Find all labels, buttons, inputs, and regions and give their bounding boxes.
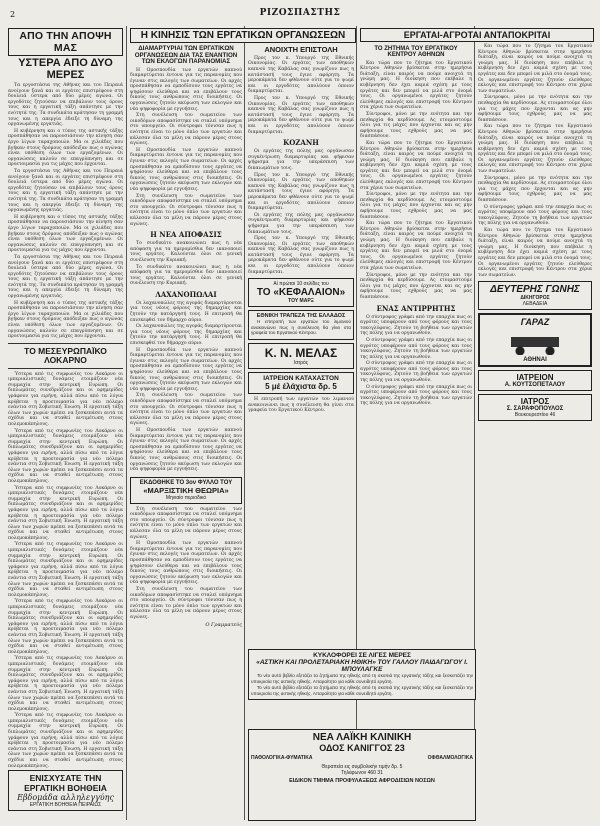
subhead: ΤΟ ΖΗΤΗΜΑ ΤΟΥ ΕΡΓΑΤΙΚΟΥ ΚΕΝΤΡΟΥ ΑΘΗΝΩΝ [374,46,458,59]
section-title: ΤΟ ΜΕΣΕΥΡΩΠΑΪΚΟ ΛΟΚΑΡΝΟ [24,345,107,365]
ad-box [130,477,242,504]
column-rule [474,26,475,820]
ad-title: ΓΑΡΑΖ [520,317,550,328]
article-text [478,44,592,278]
paragraph: Ύστερα από τις συμφωνίες του Λοκάρνο οι ιμπεριαλιστικές δυνάμεις ετοιμάζουν νέα συμμαχία στην κεντρική Ευρώπη. Οι διπλωμάτες συνεδριάζουν και οι εφημερίδες γράφουν για ειρήνη, αλλά πίσω από τα λόγια κρύβεται η προετοιμασία για νέο πόλεμο ενάντια στη Σοβιετική Ένωση. Η εργατική τάξη όλων των χωρών πρέπει να ξεσκεπάσει αυτά τα σχέδια και να σταθεί αντιμέτωπη στους πολεμοκάπηλους. [8,542,123,598]
paragraph: Σύντροφοι, μόνο με την ενότητα και την πειθαρχία θα κερδίσουμε. Ας ετοιμαστούμε όλοι για τις μάχες που έρχονται και ας μην αφήσουμε τους εχθρούς μας να μας διασπάσουν. [478,95,592,123]
ad-subtitle: ΔΙΚΗΓΟΡΟΣ [520,295,550,302]
ad-box [8,770,123,811]
section-title: ΚΟΖΑΝΗ [283,138,319,148]
clinic-tel: Τηλέφωνον 460 31 [341,770,383,776]
ad-subtitle: ΑΘΗΝΑΙ [523,357,547,364]
article-text [130,507,242,621]
ad-text [251,673,473,696]
paragraph: Προς τον κ. Υπουργό της Εθνικής Οικονομίας. Οι εργάτες των αποθηκών καπνού της Καβάλας σας γνωρίζουν πως η κατάστασή τους έγινε αφόρητη. Τα μεροκάματα δεν φθάνουν ούτε για το ψωμί και οι εργοδότες απολύουν όποιον διαμαρτύρεται. [248,172,354,212]
paragraph: Ύστερα από τις συμφωνίες του Λοκάρνο οι ιμπεριαλιστικές δυνάμεις ετοιμάζουν νέα συμμαχία στην κεντρική Ευρώπη. Οι διπλωμάτες συνεδριάζουν και οι εφημερίδες γράφουν για ειρήνη, αλλά πίσω από τα λόγια κρύβεται η προετοιμασία για νέο πόλεμο ενάντια στη Σοβιετική Ένωση. Η εργατική τάξη όλων των χωρών πρέπει να ξεσκεπάσει αυτά τα σχέδια και να σταθεί αντιμέτωπη στους πολεμοκάπηλους. [8,485,123,541]
paragraph: Ο σύντροφος γράφει από την επαρχία πως οι αγρότες υποφέρουν από τους φόρους και τους τοκογλύφους. Ζητούν τη βοήθεια των εργατών της πόλης για να οργανωθούν. [360,361,472,384]
paragraph: Σύντροφοι, μόνο με την ενότητα και την πειθαρχία θα κερδίσουμε. Ας ετοιμαστούμε όλοι για τις μάχες που έρχονται και ας μην αφήσουμε τους εχθρούς μας να μας διασπάσουν. [478,175,592,204]
ad-box [478,394,592,421]
headline: ΥΣΤΕΡΑ ΑΠΟ ΔΥΟ ΜΕΡΕΣ [18,57,113,81]
section-title: ΕΝΑΣ ΑΝΤΙΡΡΗΤΗΣ [376,303,456,313]
ad-line: Αί πρώται 10 σελίδες του [273,281,329,288]
section-title: ΛΑΧΑΝΟΠΩΛΑΙ [155,289,217,299]
section-title: Η ΝΕΑ ΑΠΟΦΑΣΙΣ [150,230,222,240]
paragraph: Και τώρα που το ζήτημα του Εργατικού Κέντρου Αθηνών βρίσκεται στην ημερήσια διάταξη, είναι καιρός να πούμε ανοιχτά τη γνώμη μας. Η διοίκηση που επέβαλε η κυβέρνηση δεν έχει καμιά σχέση με τους εργάτες και δεν μπορεί να μιλά στο όνομά τους. Οι οργανωμένοι εργάτες ζητούν ελεύθερες εκλογές και επιστροφή του Κέντρου στα χέρια των σωματείων. [478,44,592,94]
divider [8,368,123,369]
ad-price: 5 μέ έλάχιστα δρ. 5 [265,382,337,392]
ad-title: Κ. Ν. ΜΕΛΑΣ [264,346,338,361]
paragraph: Η κυβέρνηση και ο τύπος της αστικής τάξης προσπάθησαν να παρουσιάσουν την κίνηση σαν έργο λίγων ταραχοποιών. Μα οι χιλιάδες που βγήκαν στους δρόμους απόδειξαν πως ο αγώνας είναι υπόθεση όλων των εργαζομένων. Οι οργανώσεις καλούν σε επαγρύπνηση και σε προετοιμασία για τις μάχες που έρχονται. [8,214,123,254]
paragraph: Ύστερα από τις συμφωνίες του Λοκάρνο οι ιμπεριαλιστικές δυνάμεις ετοιμάζουν νέα συμμαχία στην κεντρική Ευρώπη. Οι διπλωμάτες συνεδριάζουν και οι εφημερίδες γράφουν για ειρήνη, αλλά πίσω από τα λόγια κρύβεται η προετοιμασία για νέο πόλεμο ενάντια στη Σοβιετική Ένωση. Η εργατική τάξη όλων των χωρών πρέπει να ξεσκεπάσει αυτά τα σχέδια και να σταθεί αντιμέτωπη στους πολεμοκάπηλους. [8,599,123,655]
ad-box [248,372,354,394]
ad-box [248,310,354,340]
paragraph: Η επιτροπή των εργατών του λιμανιού ανακοινώνει πως η συνέλευση θα γίνει στα γραφεία του Εργατικού Κέντρου. [251,319,351,336]
paragraph: Σύντροφοι, μόνο με την ενότητα και την πειθαρχία θα κερδίσουμε. Ας ετοιμαστούμε όλοι για τις μάχες που έρχονται και ας μην αφήσουμε τους εχθρούς μας να μας διασπάσουν. [360,111,472,140]
paragraph: Η κυβέρνηση και ο τύπος της αστικής τάξης προσπάθησαν να παρουσιάσουν την κίνηση σαν έργο λίγων ταραχοποιών. Μα οι χιλιάδες που βγήκαν στους δρόμους απόδειξαν πως ο αγώνας είναι υπόθεση όλων των εργαζομένων. Οι οργανώσεις καλούν σε επαγρύπνηση και σε προετοιμασία για τις μάχες που έρχονται. [8,128,123,168]
ad-box [248,278,354,307]
paragraph: Στη συνέλευση του σωματείου των οικοδόμων αποφασίστηκε να σταλεί υπόμνημα στο υπουργείο. Οι σύντροφοι τόνισαν πως η ενότητα είναι το μόνο όπλο των εργατών και κάλεσαν όλα τα μέλη να πάρουν μέρος στους αγώνες. [130,393,242,427]
divider [8,343,123,344]
section-header: ΑΠΟ ΤΗΝ ΑΠΟΨΗ ΜΑΣ [8,28,123,56]
paragraph: Στη συνέλευση του σωματείου των οικοδόμων αποφασίστηκε να σταλεί υπόμνημα στο υπουργείο. Οι σύντροφοι τόνισαν πως η ενότητα είναι το μόνο όπλο των εργατών και κάλεσαν όλα τα μέλη να πάρουν μέρος στους αγώνες. [130,193,242,227]
paragraph: Ύστερα από τις συμφωνίες του Λοκάρνο οι ιμπεριαλιστικές δυνάμεις ετοιμάζουν νέα συμμαχία στην κεντρική Ευρώπη. Οι διπλωμάτες συνεδριάζουν και οι εφημερίδες γράφουν για ειρήνη, αλλά πίσω από τα λόγια κρύβεται η προετοιμασία για νέο πόλεμο ενάντια στη Σοβιετική Ένωση. Η εργατική τάξη όλων των χωρών πρέπει να ξεσκεπάσει αυτά τα σχέδια και να σταθεί αντιμέτωπη στους πολεμοκάπηλους. [8,428,123,484]
column-rule [356,26,357,820]
clinic-price: Θεραπεία εις συμβολικήν τιμήν δρ. 5 [321,764,403,770]
ad-box [478,370,592,391]
paragraph: Η Ομοσπονδία των εργατών καπνού διαμαρτύρεται έντονα για τις παρανομίες που έγιναν στις εκλογές των σωματείων. Οι αρχές προσπάθησαν να εμποδίσουν τους εργάτες να ψηφίσουν ελεύθερα και να επιβάλουν τους δικούς τους ανθρώπους στις διοικήσεις. Οι οργανώσεις ζητούν ακύρωση των εκλογών και νέα ψηφοφορία με εγγυήσεις. [130,427,242,473]
ad-title: ΙΑΤΡΕΙΟΝ [516,373,554,383]
ad-title: ΤΟ «ΚΕΦΑΛΑΙΟΝ» [256,287,346,299]
paragraph: Και τώρα που το ζήτημα του Εργατικού Κέντρου Αθηνών βρίσκεται στην ημερήσια διάταξη, είναι καιρός να πούμε ανοιχτά τη γνώμη μας. Η διοίκηση που επέβαλε η κυβέρνηση δεν έχει καμιά σχέση με τους εργάτες και δεν μπορεί να μιλά στο όνομά τους. Οι οργανωμένοι εργάτες ζητούν ελεύθερες εκλογές και επιστροφή του Κέντρου στα χέρια των σωματείων. [360,221,472,271]
article-text [8,372,123,770]
paragraph: Ο σύντροφος γράφει από την επαρχία πως οι αγρότες υποφέρουν από τους φόρους και τους τοκογλύφους. Ζητούν τη βοήθεια των εργατών της πόλης για να οργανωθούν. [360,384,472,407]
ad-subtitle: Εβδομάδα αλληλεγγύης [17,793,114,802]
paragraph: Στη συνέλευση του σωματείου των οικοδόμων αποφασίστηκε να σταλεί υπόμνημα στο υπουργείο. Οι σύντροφοι τόνισαν πως η ενότητα είναι το μόνο όπλο των εργατών και κάλεσαν όλα τα μέλη να πάρουν μέρος στους αγώνες. [130,587,242,620]
article-text [130,301,242,473]
book-ad [248,649,476,700]
paragraph: Ύστερα από τις συμφωνίες του Λοκάρνο οι ιμπεριαλιστικές δυνάμεις ετοιμάζουν νέα συμμαχία στην κεντρική Ευρώπη. Οι διπλωμάτες συνεδριάζουν και οι εφημερίδες γράφουν για ειρήνη, αλλά πίσω από τα λόγια κρύβεται η προετοιμασία για νέο πόλεμο ενάντια στη Σοβιετική Ένωση. Η εργατική τάξη όλων των χωρών πρέπει να ξεσκεπάσει αυτά τα σχέδια και να σταθεί αντιμέτωπη στους πολεμοκάπηλους. [8,371,123,427]
subhead: ΔΙΑΜΑΡΤΥΡΙΑΙ ΤΩΝ ΕΡΓΑΤΙΚΩΝ ΟΡΓΑΝΩΣΕΩΝ ΔΙΑ ΤΑΣ ΕΝΑΝΤΙΟΝ ΤΩΝ ΕΚΛΟΓΩΝ ΠΑΡΑΝΟΜΙΑΣ [134,45,238,65]
ad-address: Βουκουρεστίου 46 [514,412,556,419]
ad-subtitle: «ΑΣΤΙΚΗ ΚΑΙ ΠΡΟΛΕΤΑΡΙΑΚΗ ΗΘΙΚΗ» ΤΟΥ ΓΑΛΛΟΥ ΠΑΙΔΑΓΩΓΟΥ Ι. ΜΠΟΥΛΑΓΚΕ [256,659,468,673]
paragraph: Οι εργάτες της πόλης μας οργάνωσαν συγκέντρωση διαμαρτυρίας και ψήφισαν ψήφισμα για την υπεράσπιση των δικαιωμάτων τους. [248,212,354,235]
paragraph: Και τώρα που το ζήτημα του Εργατικού Κέντρου Αθηνών βρίσκεται στην ημερήσια διάταξη, είναι καιρός να πούμε ανοιχτά τη γνώμη μας. Η διοίκηση που επέβαλε η κυβέρνηση δεν έχει καμιά σχέση με τους εργάτες και δεν μπορεί να μιλά στο όνομά τους. Οι οργανωμένοι εργάτες ζητούν ελεύθερες εκλογές και επιστροφή του Κέντρου στα χέρια των σωματείων. [478,228,592,278]
paragraph: Προς τον κ. Υπουργό της Εθνικής Οικονομίας. Οι εργάτες των αποθηκών καπνού της Καβάλας σας γνωρίζουν πως η κατάστασή τους έγινε αφόρητη. Τα μεροκάματα δεν φθάνουν ούτε για το ψωμί και οι εργοδότες απολύουν όποιον διαμαρτύρεται. [248,236,354,275]
car-icon [505,329,565,355]
paragraph: Ο σύντροφος γράφει από την επαρχία πως οι αγρότες υποφέρουν από τους φόρους και τους τοκογλύφους. Ζητούν τη βοήθεια των εργατών της πόλης για να οργανωθούν. [360,314,472,337]
paragraph: Στη συνέλευση του σωματείου των οικοδόμων αποφασίστηκε να σταλεί υπόμνημα στο υπουργείο. Οι σύντροφοι τόνισαν πως η ενότητα είναι το μόνο όπλο των εργατών και κάλεσαν όλα τα μέλη να πάρουν μέρος στους αγώνες. [130,113,242,147]
column-rule [126,26,127,820]
paragraph: Το νέο αυτό βιβλίο εξετάζει τα ζητήματα της ηθικής από τη σκοπιά της εργατικής τάξης και ξεσκεπάζει την υποκρισία της αστικής ηθικής. Απαραίτητο για κάθε συνειδητό εργάτη. [251,685,473,696]
paragraph: Τα εργοστάσια της Αθήνας και του Πειραιά ανοίγουν ξανά και οι εργάτες επιστρέφουν στη δουλειά ύστερα από δύο μέρες αγώνα. Οι εργοδότες ζητούσαν να επιβάλουν τους όρους τους και η εργατική τάξη απάντησε με την ενότητά της. Τα συνδικάτα κράτησαν τη γραμμή τους και η απεργία έδειξε τη δύναμη της οργανωμένης εργατιάς. [8,254,123,300]
ad-name: Α. ΚΟΥΤΣΟΠΕΤΑΛΟΥ [504,382,566,389]
clinic-ad [248,729,476,821]
ad-name: «ΜΑΡΞΙΣΤΙΚΗ ΘΕΩΡΙΑ» [143,485,229,495]
clinic-left: ΠΑΘΟΛΟΓΙΚΑ-ΦΥΜΑΤΙΚΑ [251,755,313,761]
page-number: 2 [10,10,16,19]
article-text [248,397,354,414]
article-text [130,241,242,287]
ad-title: ΙΑΤΡΕΙΟΝ ΚΑΤΑΧΑΣΤΟΝ [263,375,339,383]
article-text [130,68,242,228]
paragraph: Τα εργοστάσια της Αθήνας και του Πειραιά ανοίγουν ξανά και οι εργάτες επιστρέφουν στη δουλειά ύστερα από δύο μέρες αγώνα. Οι εργοδότες ζητούσαν να επιβάλουν τους όρους τους και η εργατική τάξη απάντησε με την ενότητά της. Τα συνδικάτα κράτησαν τη γραμμή τους και η απεργία έδειξε τη δύναμη της οργανωμένης εργατιάς. [8,83,123,128]
subhead: ΑΝΟΙΧΤΗ ΕΠΙΣΤΟΛΗ [264,45,338,54]
section-header: Η ΚΙΝΗΣΙΣ ΤΩΝ ΕΡΓΑΤΙΚΩΝ ΟΡΓΑΝΩΣΕΩΝ [130,28,356,43]
paragraph: Ύστερα από τις συμφωνίες του Λοκάρνο οι ιμπεριαλιστικές δυνάμεις ετοιμάζουν νέα συμμαχία στην κεντρική Ευρώπη. Οι διπλωμάτες συνεδριάζουν και οι εφημερίδες γράφουν για ειρήνη, αλλά πίσω από τα λόγια κρύβεται η προετοιμασία για νέο πόλεμο ενάντια στη Σοβιετική Ένωση. Η εργατική τάξη όλων των χωρών πρέπει να ξεσκεπάσει αυτά τα σχέδια και να σταθεί αντιμέτωπη στους πολεμοκάπηλους. [8,713,123,769]
section-header: ΕΡΓΑΤΑΙ-ΑΓΡΟΤΑΙ ΑΝΤΑΠΟΚΡΙΤΑΙ [360,28,594,42]
column-rule [244,26,245,820]
ad-text [251,319,351,336]
garage-ad [478,313,592,367]
ad-city: ΛΕΒΑΔΕΙΑ [522,301,548,308]
clinic-departments [251,755,473,761]
paragraph: Η κυβέρνηση και ο τύπος της αστικής τάξης προσπάθησαν να παρουσιάσουν την κίνηση σαν έργο λίγων ταραχοποιών. Μα οι χιλιάδες που βγήκαν στους δρόμους απόδειξαν πως ο αγώνας είναι υπόθεση όλων των εργαζομένων. Οι οργανώσεις καλούν σε επαγρύπνηση και σε προετοιμασία για τις μάχες που έρχονται. [8,300,123,340]
ad-box [478,281,592,310]
paragraph: Προς τον κ. Υπουργό της Εθνικής Οικονομίας. Οι εργάτες των αποθηκών καπνού της Καβάλας σας γνωρίζουν πως η κατάστασή τους έγινε αφόρητη. Τα μεροκάματα δεν φθάνουν ούτε για το ψωμί και οι εργοδότες απολύουν όποιον διαμαρτύρεται. [248,55,354,95]
paragraph: Ύστερα από τις συμφωνίες του Λοκάρνο οι ιμπεριαλιστικές δυνάμεις ετοιμάζουν νέα συμμαχία στην κεντρική Ευρώπη. Οι διπλωμάτες συνεδριάζουν και οι εφημερίδες γράφουν για ειρήνη, αλλά πίσω από τα λόγια κρύβεται η προετοιμασία για νέο πόλεμο ενάντια στη Σοβιετική Ένωση. Η εργατική τάξη όλων των χωρών πρέπει να ξεσκεπάσει αυτά τα σχέδια και να σταθεί αντιμέτωπη στους πολεμοκάπηλους. [8,656,123,712]
paragraph: Σύντροφοι, μόνο με την ενότητα και την πειθαρχία θα κερδίσουμε. Ας ετοιμαστούμε όλοι για τις μάχες που έρχονται και ας μην αφήσουμε τους εχθρούς μας να μας διασπάσουν. [360,192,472,220]
ad-small: Μηνιαίο περιοδικό [165,494,207,501]
paragraph: Οι λαχανοπώλες της αγοράς διαμαρτύρονται για τους νέους φόρους της δημαρχίας και ζητούν την κατάργησή τους. Η επιτροπή θα επισκεφθεί τον δήμαρχο αύριο. [130,324,242,347]
paragraph: Ο σύντροφος γράφει από την επαρχία πως οι αγρότες υποφέρουν από τους φόρους και τους τοκογλύφους. Ζητούν τη βοήθεια των εργατών της πόλης για να οργανωθούν. [360,337,472,360]
masthead: ΡΙΖΟΣΠΑΣΤΗΣ [259,8,341,18]
paragraph: Η επιτροπή των εργατών του λιμανιού ανακοινώνει πως η συνέλευση θα γίνει στα γραφεία του Εργατικού Κέντρου. [248,397,354,414]
ad-small: ΕΡΓΑΤΙΚΗ ΒΟΗΘΕΙΑ ΠΕΙΡΑΙΩΣ [29,802,102,808]
paragraph: Οι λαχανοπώλες της αγοράς διαμαρτύρονται για τους νέους φόρους της δημαρχίας και ζητούν την κατάργησή τους. Η επιτροπή θα επισκεφθεί τον δήμαρχο αύριο. [130,300,242,323]
article-text [8,83,123,340]
clinic-footer: ΕΙΔΙΚΟΝ ΤΜΗΜΑ ΠΡΟΦΥΛΑΞΕΩΣ ΑΦΡΟΔΙΣΙΩΝ ΝΟΣΩΝ [289,778,435,784]
ad-title: ΕΚΔΟΘΗΚΕ ΤΟ 3ον ΦΥΛΛΟ ΤΟΥ [139,479,233,486]
ad-title: ΝΕΑ ΛΑΪΚΗ ΚΛΙΝΙΚΗ [312,732,412,743]
paragraph: Τα εργοστάσια της Αθήνας και του Πειραιά ανοίγουν ξανά και οι εργάτες επιστρέφουν στη δουλειά ύστερα από δύο μέρες αγώνα. Οι εργοδότες ζητούσαν να επιβάλουν τους όρους τους και η εργατική τάξη απάντησε με την ενότητά της. Τα συνδικάτα κράτησαν τη γραμμή τους και η απεργία έδειξε τη δύναμη της οργανωμένης εργατιάς. [8,169,123,214]
paragraph: Ο σύντροφος γράφει από την επαρχία πως οι αγρότες υποφέρουν από τους φόρους και τους τοκογλύφους. Ζητούν τη βοήθεια των εργατών της πόλης για να οργανωθούν. [478,204,592,227]
article-text [248,149,354,275]
paragraph: Το συνδικάτο ανακοινώνει πως η νέα απόφαση για τα ημερομίσθια δεν ικανοποιεί τους εργάτες. Καλούνται όλοι σε γενική συνέλευση την Κυριακή. [130,264,242,287]
column-5 [478,28,592,818]
ad-title: ΕΝΙΣΧΥΣΑΤΕ ΤΗΝ ΕΡΓΑΤΙΚΗ ΒΟΗΘΕΙΑ [24,773,107,793]
ad-title: ΕΘΝΙΚΗ ΤΡΑΠΕΖΑ ΤΗΣ ΕΛΛΑΔΟΣ [256,313,346,320]
paragraph: Η Ομοσπονδία των εργατών καπνού διαμαρτύρεται έντονα για τις παρανομίες που έγιναν στις εκλογές των σωματείων. Οι αρχές προσπάθησαν να εμποδίσουν τους εργάτες να ψηφίσουν ελεύθερα και να επιβάλουν τους δικούς τους ανθρώπους στις διοικήσεις. Οι οργανώσεις ζητούν ακύρωση των εκλογών και νέα ψηφοφορία με εγγυήσεις. [130,541,242,586]
paragraph: Το συνδικάτο ανακοινώνει πως η νέα απόφαση για τα ημερομίσθια δεν ικανοποιεί τους εργάτες. Καλούνται όλοι σε γενική συνέλευση την Κυριακή. [130,241,242,263]
article-text [360,315,472,408]
ad-title: ΙΑΤΡΟΣ [520,397,550,407]
article-text [360,61,472,301]
ad-subtitle: ΤΟΥ ΜΑΡΞ [288,298,314,305]
column-1 [8,28,123,818]
ad-title: ΚΥΚΛΟΦΟΡΕΙ ΣΕ ΛΙΓΕΣ ΜΕΡΕΣ [313,652,411,659]
paragraph: Σύντροφοι, μόνο με την ενότητα και την πειθαρχία θα κερδίσουμε. Ας ετοιμαστούμε όλοι για τις μάχες που έρχονται και ας μην αφήσουμε τους εχθρούς μας να μας διασπάσουν. [360,272,472,300]
ad-name: Σ. ΣΑΡΑΦΟΠΟΥΛΟΣ [506,406,564,413]
paragraph: Η Ομοσπονδία των εργατών καπνού διαμαρτύρεται έντονα για τις παρανομίες που έγιναν στις εκλογές των σωματείων. Οι αρχές προσπάθησαν να εμποδίσουν τους εργάτες να ψηφίσουν ελεύθερα και να επιβάλουν τους δικούς τους ανθρώπους στις διοικήσεις. Οι οργανώσεις ζητούν ακύρωση των εκλογών και νέα ψηφοφορία με εγγυήσεις. [130,347,242,392]
paragraph: Και τώρα που το ζήτημα του Εργατικού Κέντρου Αθηνών βρίσκεται στην ημερήσια διάταξη, είναι καιρός να πούμε ανοιχτά τη γνώμη μας. Η διοίκηση που επέβαλε η κυβέρνηση δεν έχει καμιά σχέση με τους εργάτες και δεν μπορεί να μιλά στο όνομά τους. Οι οργανωμένοι εργάτες ζητούν ελεύθερες εκλογές και επιστροφή του Κέντρου στα χέρια των σωματείων. [478,124,592,175]
ad-box [248,343,354,369]
clinic-right: ΟΦΘΑΛΜΟΛΟΓΙΚΑ [427,755,473,761]
ad-subtitle: Ιατρός [293,360,309,367]
ad-title: ΔΕΥΤΕΡΗΣ ΓΩΝΗΣ [490,284,580,296]
signature: Ο Γραμματεύς [205,621,242,628]
paragraph: Η Ομοσπονδία των εργατών καπνού διαμαρτύρεται έντονα για τις παρανομίες που έγιναν στις εκλογές των σωματείων. Οι αρχές προσπάθησαν να εμποδίσουν τους εργάτες να ψηφίσουν ελεύθερα και να επιβάλουν τους δικούς τους ανθρώπους στις διοικήσεις. Οι οργανώσεις ζητούν ακύρωση των εκλογών και νέα ψηφοφορία με εγγυήσεις. [130,67,242,112]
newspaper-page [8,6,592,820]
paragraph: Και τώρα που το ζήτημα του Εργατικού Κέντρου Αθηνών βρίσκεται στην ημερήσια διάταξη, είναι καιρός να πούμε ανοιχτά τη γνώμη μας. Η διοίκηση που επέβαλε η κυβέρνηση δεν έχει καμιά σχέση με τους εργάτες και δεν μπορεί να μιλά στο όνομά τους. Οι οργανωμένοι εργάτες ζητούν ελεύθερες εκλογές και επιστροφή του Κέντρου στα χέρια των σωματείων. [360,60,472,111]
paragraph: Το νέο αυτό βιβλίο εξετάζει τα ζητήματα της ηθικής από τη σκοπιά της εργατικής τάξης και ξεσκεπάζει την υποκρισία της αστικής ηθικής. Απαραίτητο για κάθε συνειδητό εργάτη. [251,673,473,684]
paragraph: Η Ομοσπονδία των εργατών καπνού διαμαρτύρεται έντονα για τις παρανομίες που έγιναν στις εκλογές των σωματείων. Οι αρχές προσπάθησαν να εμποδίσουν τους εργάτες να ψηφίσουν ελεύθερα και να επιβάλουν τους δικούς τους ανθρώπους στις διοικήσεις. Οι οργανώσεις ζητούν ακύρωση των εκλογών και νέα ψηφοφορία με εγγυήσεις. [130,147,242,192]
ad-address: ΟΔΟΣ ΚΑΝΙΓΓΟΣ 23 [319,743,405,753]
paragraph: Και τώρα που το ζήτημα του Εργατικού Κέντρου Αθηνών βρίσκεται στην ημερήσια διάταξη, είναι καιρός να πούμε ανοιχτά τη γνώμη μας. Η διοίκηση που επέβαλε η κυβέρνηση δεν έχει καμιά σχέση με τους εργάτες και δεν μπορεί να μιλά στο όνομά τους. Οι οργανωμένοι εργάτες ζητούν ελεύθερες εκλογές και επιστροφή του Κέντρου στα χέρια των σωματείων. [360,140,472,191]
paragraph: Προς τον κ. Υπουργό της Εθνικής Οικονομίας. Οι εργάτες των αποθηκών καπνού της Καβάλας σας γνωρίζουν πως η κατάστασή τους έγινε αφόρητη. Τα μεροκάματα δεν φθάνουν ούτε για το ψωμί και οι εργοδότες απολύουν όποιον διαμαρτύρεται. [248,96,354,135]
paragraph: Οι εργάτες της πόλης μας οργάνωσαν συγκέντρωση διαμαρτυρίας και ψήφισαν ψήφισμα για την υπεράσπιση των δικαιωμάτων τους. [248,149,354,171]
article-text [248,56,354,135]
paragraph: Στη συνέλευση του σωματείου των οικοδόμων αποφασίστηκε να σταλεί υπόμνημα στο υπουργείο. Οι σύντροφοι τόνισαν πως η ενότητα είναι το μόνο όπλο των εργατών και κάλεσαν όλα τα μέλη να πάρουν μέρος στους αγώνες. [130,506,242,540]
